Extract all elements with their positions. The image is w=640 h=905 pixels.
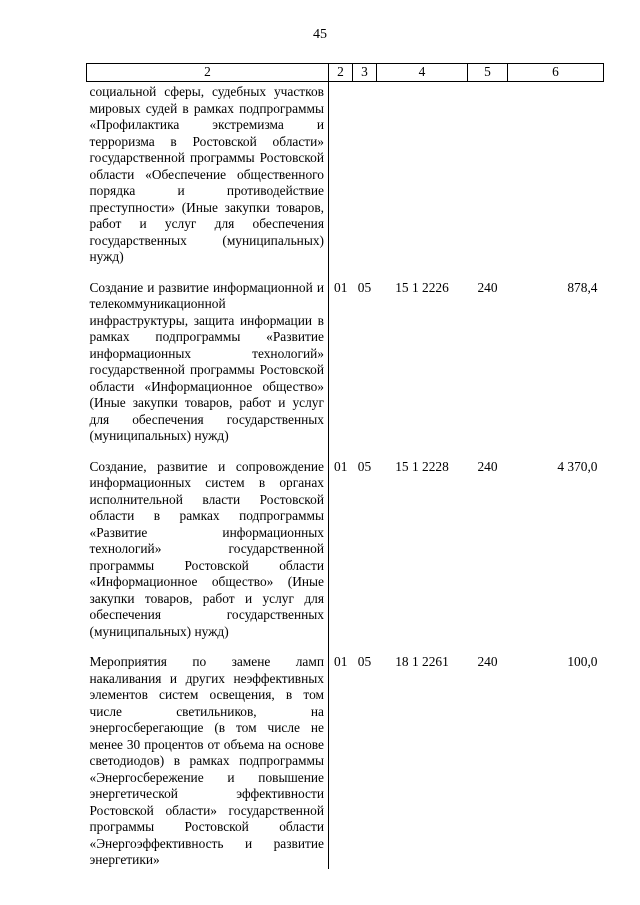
table-row [87,640,604,869]
row-vr: 240 [477,654,498,669]
header-col-sum: 6 [508,64,604,82]
row-vr: 240 [477,279,498,295]
row-target: 15 1 2226 [395,279,449,295]
row-section: 01 [334,458,348,474]
table-row [87,445,604,641]
table-row-continuation [87,82,604,266]
table-row [87,266,604,445]
page-number: 45 [313,27,327,42]
row-vr: 240 [477,458,498,474]
budget-table [86,63,604,869]
row-subsection: 05 [357,654,372,669]
table-header-row [87,64,604,82]
row-sum: 100,0 [567,654,598,669]
row-section: 01 [334,279,348,295]
row-subsection: 05 [357,279,372,295]
header-col-vr: 5 [468,64,508,82]
row-name: социальной сферы, судебных участков мировых судей в рамках подпрограммы «Профилактика экстремизма и терроризма в Ростовской области» государственной программы Ростовской области «Обеспечение общественного порядка и противодействие преступности» (Иные закупки товаров, работ и услуг для обеспечения государственных (муниципальных) нужд) [87,82,329,266]
row-target: 18 1 2261 [395,654,449,669]
row-sum: 878,4 [567,279,598,295]
row-section: 01 [334,654,348,669]
header-col-name: 2 [87,64,329,82]
row-sum: 4 370,0 [557,458,598,474]
row-name: Мероприятия по замене ламп накаливания и других неэффективных элементов систем освещения, в том числе светильников, на энергосберегающие (в том числе не менее 30 процентов от объема на основе светодиодов) в рамках подпрограммы «Энергосбережение и повышение энергетической эффективности Ростовской области» государственной программы Ростовской области «Энергоэффективность и развитие энергетики» [87,640,329,869]
header-col-subsection: 3 [353,64,377,82]
row-subsection: 05 [357,458,372,474]
row-target: 15 1 2228 [395,458,449,474]
row-name: Создание и развитие информационной и телекоммуникационной инфраструктуры, защита информации в рамках подпрограммы «Развитие информационных технологий» государственной программы Ростовской области «Информационное общество» (Иные закупки товаров, работ и услуг для обеспечения государственных (муниципальных) нужд) [87,266,329,445]
header-col-target: 4 [377,64,468,82]
header-col-section: 2 [329,64,353,82]
row-name: Создание, развитие и сопровождение информационных систем в органах исполнительной власти Ростовской области в рамках подпрограммы «Развитие информационных технологий» государственной программы Ростовской области «Информационное общество» (Иные закупки товаров, работ и услуг для обеспечения государственных (муниципальных) нужд) [87,445,329,641]
